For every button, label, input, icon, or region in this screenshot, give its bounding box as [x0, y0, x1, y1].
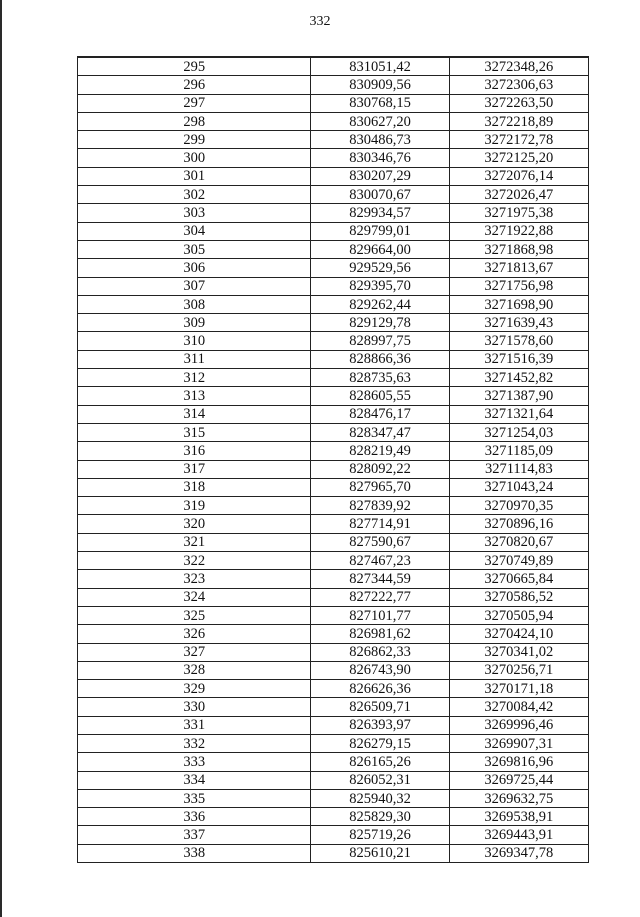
y-coordinate-cell: 3271452,82: [449, 369, 588, 387]
x-coordinate-cell: 827467,23: [311, 552, 449, 570]
point-number-cell: 299: [78, 131, 311, 149]
point-number-cell: 311: [78, 350, 311, 368]
y-coordinate-cell: 3269538,91: [449, 808, 588, 826]
x-coordinate-cell: 929529,56: [311, 259, 449, 277]
table-row: [78, 643, 589, 661]
x-coordinate-cell: 830909,56: [311, 76, 449, 94]
x-coordinate-cell: 830207,29: [311, 167, 449, 185]
point-number-cell: 328: [78, 661, 311, 679]
point-number-cell: 321: [78, 533, 311, 551]
table-row: [78, 442, 589, 460]
table-row: [78, 497, 589, 515]
x-coordinate-cell: 827222,77: [311, 588, 449, 606]
point-number-cell: 314: [78, 405, 311, 423]
point-number-cell: 304: [78, 222, 311, 240]
x-coordinate-cell: 826279,15: [311, 734, 449, 752]
table-row: [78, 112, 589, 130]
point-number-cell: 336: [78, 808, 311, 826]
point-number-cell: 335: [78, 789, 311, 807]
table-row: [78, 661, 589, 679]
y-coordinate-cell: 3272172,78: [449, 131, 588, 149]
x-coordinate-cell: 830627,20: [311, 112, 449, 130]
x-coordinate-cell: 828866,36: [311, 350, 449, 368]
y-coordinate-cell: 3272125,20: [449, 149, 588, 167]
y-coordinate-cell: 3271043,24: [449, 478, 588, 496]
point-number-cell: 301: [78, 167, 311, 185]
table-row: [78, 680, 589, 698]
table-row: [78, 844, 589, 862]
table-row: [78, 204, 589, 222]
y-coordinate-cell: 3270896,16: [449, 515, 588, 533]
page-number: 332: [309, 14, 331, 29]
table-row: [78, 369, 589, 387]
y-coordinate-cell: 3271698,90: [449, 295, 588, 313]
x-coordinate-cell: 825719,26: [311, 826, 449, 844]
x-coordinate-cell: 829799,01: [311, 222, 449, 240]
y-coordinate-cell: 3271813,67: [449, 259, 588, 277]
point-number-cell: 323: [78, 570, 311, 588]
y-coordinate-cell: 3271639,43: [449, 314, 588, 332]
table-row: [78, 625, 589, 643]
point-number-cell: 324: [78, 588, 311, 606]
point-number-cell: 298: [78, 112, 311, 130]
point-number-cell: 303: [78, 204, 311, 222]
point-number-cell: 326: [78, 625, 311, 643]
x-coordinate-cell: 828347,47: [311, 423, 449, 441]
table-row: [78, 277, 589, 295]
x-coordinate-cell: 830486,73: [311, 131, 449, 149]
x-coordinate-cell: 825610,21: [311, 844, 449, 862]
table-row: [78, 734, 589, 752]
table-row: [78, 57, 589, 76]
point-number-cell: 330: [78, 698, 311, 716]
table-row: [78, 716, 589, 734]
x-coordinate-cell: 826509,71: [311, 698, 449, 716]
point-number-cell: 338: [78, 844, 311, 862]
point-number-cell: 307: [78, 277, 311, 295]
x-coordinate-cell: 830346,76: [311, 149, 449, 167]
y-coordinate-cell: 3269907,31: [449, 734, 588, 752]
table-row: [78, 332, 589, 350]
y-coordinate-cell: 3271254,03: [449, 423, 588, 441]
y-coordinate-cell: 3271922,88: [449, 222, 588, 240]
x-coordinate-cell: 828092,22: [311, 460, 449, 478]
table-row: [78, 259, 589, 277]
point-number-cell: 305: [78, 240, 311, 258]
y-coordinate-cell: 3269725,44: [449, 771, 588, 789]
x-coordinate-cell: 827344,59: [311, 570, 449, 588]
y-coordinate-cell: 3269632,75: [449, 789, 588, 807]
x-coordinate-cell: 826165,26: [311, 753, 449, 771]
table-row: [78, 808, 589, 826]
point-number-cell: 312: [78, 369, 311, 387]
x-coordinate-cell: 826052,31: [311, 771, 449, 789]
x-coordinate-cell: 829262,44: [311, 295, 449, 313]
x-coordinate-cell: 828605,55: [311, 387, 449, 405]
table-row: [78, 478, 589, 496]
point-number-cell: 331: [78, 716, 311, 734]
y-coordinate-cell: 3272348,26: [449, 57, 588, 76]
point-number-cell: 329: [78, 680, 311, 698]
table-row: [78, 753, 589, 771]
x-coordinate-cell: 826981,62: [311, 625, 449, 643]
scan-edge-line: [0, 0, 2, 917]
point-number-cell: 309: [78, 314, 311, 332]
y-coordinate-cell: 3271321,64: [449, 405, 588, 423]
x-coordinate-cell: 829395,70: [311, 277, 449, 295]
point-number-cell: 319: [78, 497, 311, 515]
point-number-cell: 306: [78, 259, 311, 277]
y-coordinate-cell: 3269816,96: [449, 753, 588, 771]
x-coordinate-cell: 826743,90: [311, 661, 449, 679]
y-coordinate-cell: 3270084,42: [449, 698, 588, 716]
table-row: [78, 167, 589, 185]
y-coordinate-cell: 3271185,09: [449, 442, 588, 460]
table-row: [78, 698, 589, 716]
table-row: [78, 149, 589, 167]
x-coordinate-cell: 829934,57: [311, 204, 449, 222]
table-row: [78, 314, 589, 332]
y-coordinate-cell: 3270424,10: [449, 625, 588, 643]
point-number-cell: 297: [78, 94, 311, 112]
table-row: [78, 240, 589, 258]
table-row: [78, 771, 589, 789]
x-coordinate-cell: 828476,17: [311, 405, 449, 423]
y-coordinate-cell: 3272026,47: [449, 186, 588, 204]
point-number-cell: 295: [78, 57, 311, 76]
y-coordinate-cell: 3272306,63: [449, 76, 588, 94]
table-row: [78, 350, 589, 368]
x-coordinate-cell: 831051,42: [311, 57, 449, 76]
table-row: [78, 533, 589, 551]
y-coordinate-cell: 3271975,38: [449, 204, 588, 222]
point-number-cell: 317: [78, 460, 311, 478]
y-coordinate-cell: 3271756,98: [449, 277, 588, 295]
y-coordinate-cell: 3270171,18: [449, 680, 588, 698]
y-coordinate-cell: 3269996,46: [449, 716, 588, 734]
table-row: [78, 570, 589, 588]
point-number-cell: 320: [78, 515, 311, 533]
point-number-cell: 313: [78, 387, 311, 405]
x-coordinate-cell: 830070,67: [311, 186, 449, 204]
point-number-cell: 302: [78, 186, 311, 204]
point-number-cell: 316: [78, 442, 311, 460]
table-row: [78, 789, 589, 807]
coordinates-table: [77, 56, 589, 863]
point-number-cell: 296: [78, 76, 311, 94]
x-coordinate-cell: 827714,91: [311, 515, 449, 533]
point-number-cell: 300: [78, 149, 311, 167]
y-coordinate-cell: 3270586,52: [449, 588, 588, 606]
x-coordinate-cell: 826393,97: [311, 716, 449, 734]
table-row: [78, 387, 589, 405]
coordinates-table-body: [78, 57, 589, 863]
x-coordinate-cell: 828219,49: [311, 442, 449, 460]
table-row: [78, 552, 589, 570]
y-coordinate-cell: 3269347,78: [449, 844, 588, 862]
x-coordinate-cell: 829664,00: [311, 240, 449, 258]
point-number-cell: 327: [78, 643, 311, 661]
y-coordinate-cell: 3271114,83: [449, 460, 588, 478]
table-row: [78, 405, 589, 423]
table-row: [78, 826, 589, 844]
table-row: [78, 186, 589, 204]
point-number-cell: 318: [78, 478, 311, 496]
y-coordinate-cell: 3270970,35: [449, 497, 588, 515]
y-coordinate-cell: 3270256,71: [449, 661, 588, 679]
y-coordinate-cell: 3272263,50: [449, 94, 588, 112]
point-number-cell: 315: [78, 423, 311, 441]
y-coordinate-cell: 3269443,91: [449, 826, 588, 844]
x-coordinate-cell: 827839,92: [311, 497, 449, 515]
x-coordinate-cell: 827965,70: [311, 478, 449, 496]
x-coordinate-cell: 826862,33: [311, 643, 449, 661]
y-coordinate-cell: 3271578,60: [449, 332, 588, 350]
x-coordinate-cell: 828735,63: [311, 369, 449, 387]
point-number-cell: 334: [78, 771, 311, 789]
point-number-cell: 332: [78, 734, 311, 752]
table-row: [78, 460, 589, 478]
y-coordinate-cell: 3271868,98: [449, 240, 588, 258]
x-coordinate-cell: 826626,36: [311, 680, 449, 698]
y-coordinate-cell: 3271516,39: [449, 350, 588, 368]
y-coordinate-cell: 3270505,94: [449, 606, 588, 624]
y-coordinate-cell: 3272218,89: [449, 112, 588, 130]
x-coordinate-cell: 827101,77: [311, 606, 449, 624]
point-number-cell: 308: [78, 295, 311, 313]
table-row: [78, 76, 589, 94]
table-row: [78, 131, 589, 149]
y-coordinate-cell: 3270749,89: [449, 552, 588, 570]
y-coordinate-cell: 3270665,84: [449, 570, 588, 588]
x-coordinate-cell: 827590,67: [311, 533, 449, 551]
table-row: [78, 222, 589, 240]
x-coordinate-cell: 830768,15: [311, 94, 449, 112]
table-row: [78, 606, 589, 624]
y-coordinate-cell: 3271387,90: [449, 387, 588, 405]
table-row: [78, 515, 589, 533]
point-number-cell: 337: [78, 826, 311, 844]
table-row: [78, 295, 589, 313]
point-number-cell: 310: [78, 332, 311, 350]
table-row: [78, 588, 589, 606]
point-number-cell: 322: [78, 552, 311, 570]
point-number-cell: 325: [78, 606, 311, 624]
x-coordinate-cell: 825940,32: [311, 789, 449, 807]
table-row: [78, 423, 589, 441]
y-coordinate-cell: 3272076,14: [449, 167, 588, 185]
table-row: [78, 94, 589, 112]
y-coordinate-cell: 3270341,02: [449, 643, 588, 661]
x-coordinate-cell: 828997,75: [311, 332, 449, 350]
y-coordinate-cell: 3270820,67: [449, 533, 588, 551]
x-coordinate-cell: 825829,30: [311, 808, 449, 826]
point-number-cell: 333: [78, 753, 311, 771]
x-coordinate-cell: 829129,78: [311, 314, 449, 332]
